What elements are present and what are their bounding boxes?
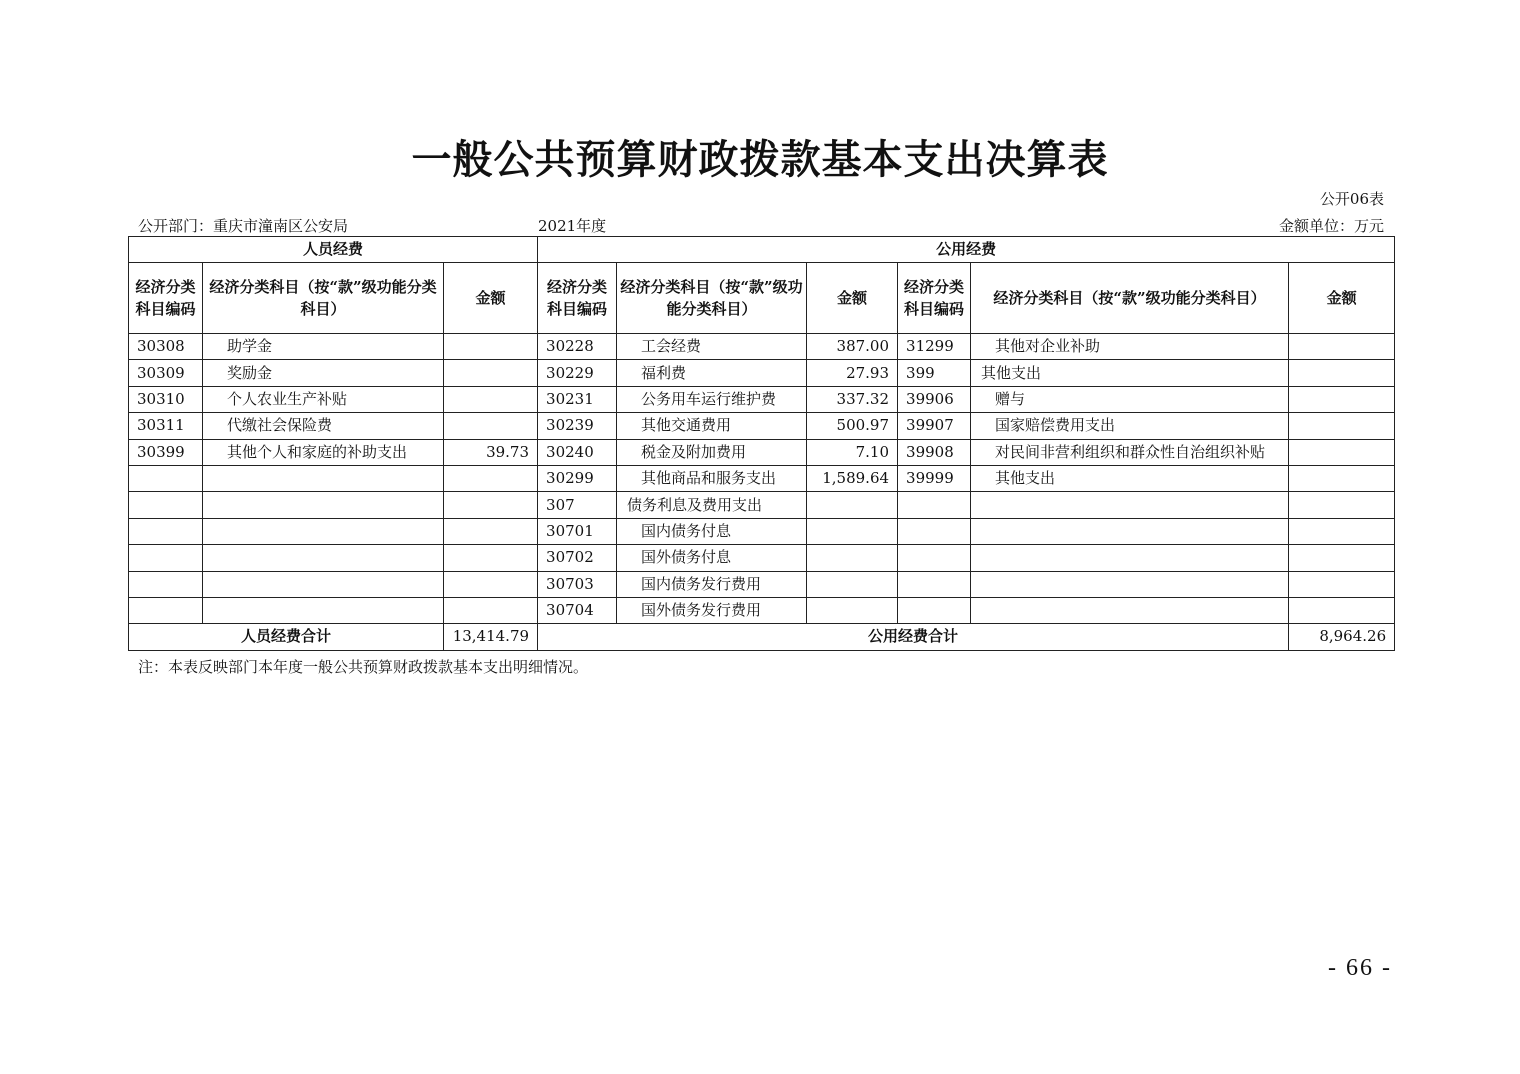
cell-amount [1289,334,1395,360]
form-number: 公开06表 [1319,190,1384,208]
amount-unit: 金额单位：万元 [1278,217,1384,235]
cell-item: 个人农业生产补贴 [203,386,444,412]
cell-amount [444,571,538,597]
table-row [129,597,1395,623]
cell-amount [444,413,538,439]
cell-amount [1289,386,1395,412]
header-item: 经济分类科目（按“款”级功能分类科目） [617,263,807,334]
cell-item: 其他商品和服务支出 [617,465,807,491]
cell-code: 30240 [538,439,617,465]
cell-code [129,571,203,597]
cell-item [203,571,444,597]
table-row [129,334,1395,360]
cell-amount: 387.00 [807,334,898,360]
cell-code [129,492,203,518]
cell-amount [444,545,538,571]
cell-code: 399 [898,360,971,386]
cell-code: 30309 [129,360,203,386]
cell-item: 国内债务发行费用 [617,571,807,597]
table-row [129,571,1395,597]
personnel-total-value: 13,414.79 [444,624,538,650]
cell-amount [807,545,898,571]
cell-amount [1289,492,1395,518]
table-row [129,545,1395,571]
table-row [129,439,1395,465]
cell-amount: 500.97 [807,413,898,439]
cell-item: 对民间非营利组织和群众性自治组织补贴 [971,439,1289,465]
public-total-value: 8,964.26 [1289,624,1395,650]
fiscal-year: 2021年度 [538,217,607,235]
cell-item [971,518,1289,544]
table-note: 注：本表反映部门本年度一般公共预算财政拨款基本支出明细情况。 [138,658,589,676]
cell-item [971,597,1289,623]
cell-code: 30228 [538,334,617,360]
cell-item [203,492,444,518]
cell-code: 39999 [898,465,971,491]
cell-code: 30702 [538,545,617,571]
cell-code: 30704 [538,597,617,623]
cell-item [971,492,1289,518]
cell-amount [1289,439,1395,465]
cell-item: 赠与 [971,386,1289,412]
cell-item: 其他个人和家庭的补助支出 [203,439,444,465]
header-code: 经济分类科目编码 [129,263,203,334]
cell-item [203,597,444,623]
cell-item: 福利费 [617,360,807,386]
cell-amount: 39.73 [444,439,538,465]
cell-item: 其他对企业补助 [971,334,1289,360]
cell-item: 国家赔偿费用支出 [971,413,1289,439]
cell-item: 国内债务付息 [617,518,807,544]
cell-item: 代缴社会保险费 [203,413,444,439]
header-item: 经济分类科目（按“款”级功能分类科目） [203,263,444,334]
cell-amount [1289,413,1395,439]
cell-item: 债务利息及费用支出 [617,492,807,518]
cell-item: 其他支出 [971,360,1289,386]
header-code: 经济分类科目编码 [538,263,617,334]
cell-code: 30239 [538,413,617,439]
cell-amount: 27.93 [807,360,898,386]
cell-amount [444,386,538,412]
cell-amount: 7.10 [807,439,898,465]
cell-amount [1289,597,1395,623]
cell-code: 31299 [898,334,971,360]
cell-code [898,571,971,597]
cell-amount [1289,518,1395,544]
cell-item [203,545,444,571]
cell-amount [444,518,538,544]
cell-amount [807,597,898,623]
cell-code [898,492,971,518]
cell-amount [807,571,898,597]
cell-code: 30701 [538,518,617,544]
cell-code [898,597,971,623]
cell-amount [444,334,538,360]
cell-code: 39907 [898,413,971,439]
public-total-label: 公用经费合计 [538,624,1289,650]
cell-amount [444,465,538,491]
cell-amount: 1,589.64 [807,465,898,491]
cell-code: 30231 [538,386,617,412]
cell-item: 公务用车运行维护费 [617,386,807,412]
cell-code: 39908 [898,439,971,465]
cell-item: 国外债务发行费用 [617,597,807,623]
cell-code: 307 [538,492,617,518]
section-public: 公用经费 [538,237,1395,263]
cell-amount [1289,571,1395,597]
cell-code: 39906 [898,386,971,412]
department-label: 公开部门：重庆市潼南区公安局 [138,217,349,235]
header-item: 经济分类科目（按“款”级功能分类科目） [971,263,1289,334]
cell-code: 30308 [129,334,203,360]
cell-amount [444,360,538,386]
cell-code: 30310 [129,386,203,412]
cell-code: 30229 [538,360,617,386]
cell-code: 30299 [538,465,617,491]
cell-amount [1289,465,1395,491]
table-row [129,465,1395,491]
table-row [129,413,1395,439]
section-personnel: 人员经费 [129,237,538,263]
cell-amount [807,492,898,518]
cell-item [971,571,1289,597]
cell-item [203,465,444,491]
cell-code: 30311 [129,413,203,439]
header-amount: 金额 [807,263,898,334]
cell-code: 30399 [129,439,203,465]
table-row [129,386,1395,412]
cell-item: 奖励金 [203,360,444,386]
cell-amount [807,518,898,544]
personnel-total-label: 人员经费合计 [129,624,444,650]
cell-code [129,518,203,544]
cell-code [898,518,971,544]
cell-code [898,545,971,571]
expenditure-table [128,236,1395,651]
cell-item: 助学金 [203,334,444,360]
cell-item: 税金及附加费用 [617,439,807,465]
cell-amount: 337.32 [807,386,898,412]
cell-item: 其他交通费用 [617,413,807,439]
header-code: 经济分类科目编码 [898,263,971,334]
totals-row [129,624,1395,650]
cell-amount [444,492,538,518]
cell-code: 30703 [538,571,617,597]
page-title: 一般公共预算财政拨款基本支出决算表 [411,136,1109,183]
table-row [129,518,1395,544]
cell-amount [444,597,538,623]
cell-item: 工会经费 [617,334,807,360]
header-amount: 金额 [444,263,538,334]
header-amount: 金额 [1289,263,1395,334]
cell-amount [1289,360,1395,386]
page-number: - 66 - [1328,955,1392,981]
cell-item: 国外债务付息 [617,545,807,571]
table-row [129,492,1395,518]
cell-code [129,545,203,571]
cell-amount [1289,545,1395,571]
cell-code [129,597,203,623]
cell-item [971,545,1289,571]
cell-code [129,465,203,491]
table-row [129,360,1395,386]
cell-item: 其他支出 [971,465,1289,491]
cell-item [203,518,444,544]
